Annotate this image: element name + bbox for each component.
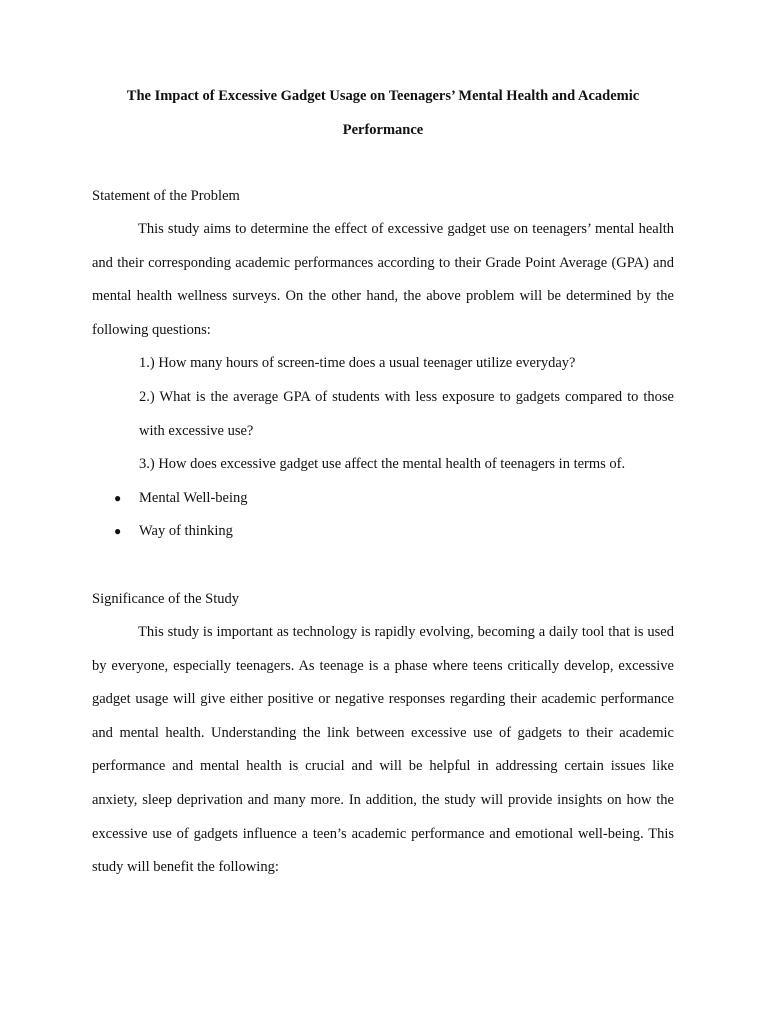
title-line-1: The Impact of Excessive Gadget Usage on Teenagers’ Mental Health and Academic — [126, 88, 640, 104]
question-1: 1.) How many hours of screen-time does a usual teenager utilize everyday? — [139, 355, 576, 371]
question-3: 3.) How does excessive gadget use affect the mental health of teenagers in terms of. — [139, 456, 626, 472]
bullet-text-mental-wellbeing: Mental Well-being — [139, 490, 248, 506]
bullet-item — [114, 515, 233, 549]
bullet-item — [114, 482, 248, 516]
statement-paragraph: This study aims to determine the effect of excessive gadget use on teenagers’ mental health and their corresponding academic performances according to their Grade Point Average (GPA) and mental health wellness surveys. On the other hand, the above problem will be determined by the following questions: — [92, 221, 674, 338]
bullet-icon: ● — [114, 491, 122, 505]
bullet-icon: ● — [114, 524, 122, 538]
question-2: 2.) What is the average GPA of students with less exposure to gadgets compared to those with excessive use? — [139, 389, 674, 439]
bullet-text-way-of-thinking: Way of thinking — [139, 523, 233, 539]
section-heading-statement-of-problem: Statement of the Problem — [92, 188, 240, 204]
document-title — [92, 80, 674, 147]
section-heading-significance: Significance of the Study — [92, 591, 239, 607]
significance-paragraph: This study is important as technology is rapidly evolving, becoming a daily tool that is used by everyone, especially teenagers. As teenage is a phase where teens critically develop, excessive gadget usage will give either positive or negative responses regarding their academic performance and mental health. Understanding the link between excessive use of gadgets to their academic performance and mental health is crucial and will be helpful in addressing certain issues like anxiety, sleep deprivation and many more. In addition, the study will provide insights on how the excessive use of gadgets influence a teen’s academic performance and emotional well-being. This study will benefit the following: — [92, 624, 674, 876]
title-line-2: Performance — [342, 121, 424, 138]
